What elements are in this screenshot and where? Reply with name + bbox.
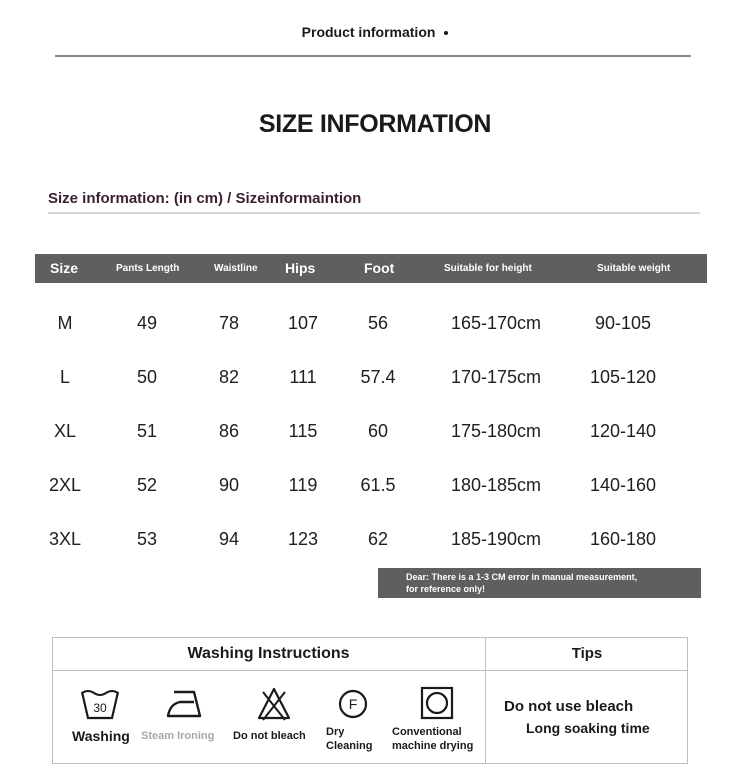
cell-foot: 57.4 — [360, 367, 396, 387]
cell-size: L — [59, 367, 70, 387]
dry-clean-mark: F — [348, 696, 358, 712]
cell-weight: 160-180 — [589, 529, 657, 549]
wash-30-icon — [80, 686, 120, 722]
washing-instructions-title: Washing Instructions — [187, 645, 350, 662]
no-bleach-icon — [257, 686, 291, 722]
cell-pants-length: 51 — [136, 421, 158, 441]
cell-size: M — [57, 313, 73, 333]
measurement-note — [378, 568, 701, 598]
cell-foot: 60 — [367, 421, 389, 441]
product-info-header — [0, 24, 750, 40]
cell-height: 175-180cm — [450, 421, 542, 441]
product-info-label: Product information — [301, 24, 436, 40]
tumble-dry-icon — [420, 686, 454, 720]
cell-hips: 119 — [288, 475, 318, 495]
cell-weight: 140-160 — [589, 475, 657, 495]
cell-waistline: 94 — [218, 529, 240, 549]
table-row — [0, 308, 750, 338]
cell-height: 185-190cm — [450, 529, 542, 549]
size-table-header — [35, 254, 707, 283]
subheading-divider — [48, 212, 700, 214]
tip-soaking: Long soaking time — [526, 720, 650, 736]
cell-waistline: 90 — [218, 475, 240, 495]
table-row — [0, 524, 750, 554]
bullet-dot-icon — [444, 31, 448, 35]
column-header-hips: Hips — [285, 260, 316, 276]
dry-cleaning-label — [326, 725, 372, 753]
cell-foot: 56 — [367, 313, 389, 333]
table-row — [0, 362, 750, 392]
cell-pants-length: 52 — [136, 475, 158, 495]
table-row — [0, 416, 750, 446]
cell-waistline: 86 — [218, 421, 240, 441]
cell-waistline: 78 — [218, 313, 240, 333]
column-header-waistline: Waistline — [214, 263, 258, 274]
cell-pants-length: 53 — [136, 529, 158, 549]
cell-weight: 90-105 — [594, 313, 652, 333]
iron-icon — [164, 688, 206, 720]
dry-cleaning-label-line-1: Dry — [326, 726, 345, 738]
cell-foot: 62 — [367, 529, 389, 549]
column-header-pants-length: Pants Length — [116, 263, 180, 274]
cell-weight: 105-120 — [589, 367, 657, 387]
header-divider — [55, 55, 691, 57]
cell-size: 3XL — [48, 529, 82, 549]
wash-temperature: 30 — [93, 701, 107, 715]
table-row — [0, 470, 750, 500]
cell-foot: 61.5 — [360, 475, 396, 495]
washing-label: Washing — [72, 728, 130, 744]
cell-pants-length: 49 — [136, 313, 158, 333]
column-header-weight: Suitable weight — [597, 263, 671, 274]
cell-pants-length: 50 — [136, 367, 158, 387]
note-line-1: Dear: There is a 1-3 CM error in manual measurement, — [406, 572, 638, 582]
machine-drying-label — [392, 725, 473, 753]
steam-ironing-label: Steam Ironing — [141, 730, 215, 742]
cell-waistline: 82 — [218, 367, 240, 387]
machine-drying-label-line-1: Conventional — [392, 726, 462, 738]
column-header-foot: Foot — [364, 260, 395, 276]
cell-size: XL — [53, 421, 77, 441]
cell-height: 165-170cm — [450, 313, 542, 333]
column-header-height: Suitable for height — [444, 263, 532, 274]
size-subheading: Size information: (in cm) / Sizeinformaintion — [48, 190, 362, 207]
tip-no-bleach: Do not use bleach — [504, 698, 634, 715]
care-box-divider-horizontal — [52, 670, 688, 671]
machine-drying-label-line-2: machine drying — [392, 740, 474, 752]
cell-weight: 120-140 — [589, 421, 657, 441]
do-not-bleach-label: Do not bleach — [233, 730, 306, 742]
cell-hips: 111 — [289, 367, 317, 387]
cell-size: 2XL — [48, 475, 82, 495]
cell-hips: 107 — [287, 313, 319, 333]
note-line-2: for reference only! — [406, 584, 486, 594]
page-title: SIZE INFORMATION — [258, 110, 492, 138]
column-header-size: Size — [50, 260, 79, 276]
dry-clean-icon — [337, 688, 369, 720]
tips-title: Tips — [571, 645, 603, 662]
cell-hips: 115 — [288, 421, 318, 441]
cell-hips: 123 — [287, 529, 319, 549]
cell-height: 180-185cm — [450, 475, 542, 495]
dry-cleaning-label-line-2: Cleaning — [326, 740, 373, 752]
cell-height: 170-175cm — [450, 367, 542, 387]
